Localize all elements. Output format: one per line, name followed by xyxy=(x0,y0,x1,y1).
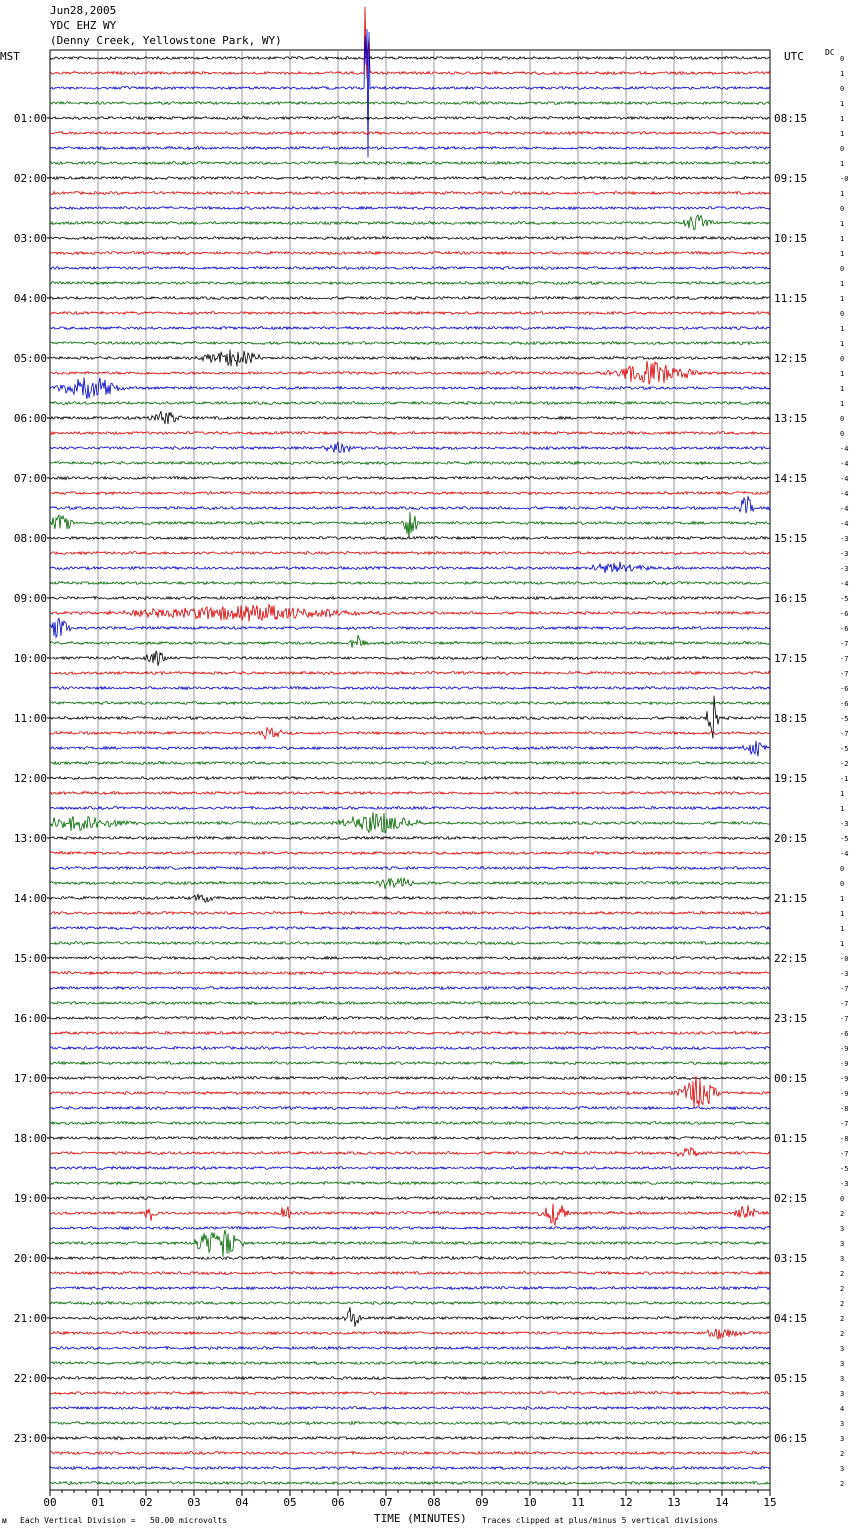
mst-hour-label-13: 14:00 xyxy=(13,892,47,905)
dc-offset-87: 3 xyxy=(840,1360,845,1368)
utc-hour-label-17: 01:15 xyxy=(774,1132,808,1145)
dc-offset-57: 1 xyxy=(840,910,845,918)
trace-38 xyxy=(50,618,770,637)
dc-offset-41: -7 xyxy=(840,670,849,678)
dc-offset-7: 1 xyxy=(840,160,845,168)
dc-offset-70: -8 xyxy=(840,1105,849,1113)
dc-offset-69: -9 xyxy=(840,1090,849,1098)
utc-hour-label-20: 04:15 xyxy=(774,1312,808,1325)
dc-offset-19: 1 xyxy=(840,340,845,348)
mst-hour-label-1: 02:00 xyxy=(13,172,47,185)
trace-6 xyxy=(50,146,770,149)
trace-51 xyxy=(50,812,770,833)
x-tick-label-15: 15 xyxy=(763,1496,777,1509)
trace-22 xyxy=(50,377,770,399)
trace-72 xyxy=(50,1136,770,1139)
dc-offset-82: 2 xyxy=(840,1285,845,1293)
trace-93 xyxy=(50,1451,770,1454)
x-axis-label: TIME (MINUTES) xyxy=(374,1512,467,1525)
trace-34 xyxy=(50,562,770,573)
dc-offset-74: -5 xyxy=(840,1165,849,1173)
x-tick-label-4: 04 xyxy=(235,1496,249,1509)
utc-hour-label-16: 00:15 xyxy=(774,1072,808,1085)
trace-27 xyxy=(50,462,770,465)
dc-offset-16: 1 xyxy=(840,295,845,303)
utc-hour-label-9: 17:15 xyxy=(774,652,808,665)
trace-8 xyxy=(50,177,770,180)
trace-94 xyxy=(50,1467,770,1470)
dc-offset-80: 3 xyxy=(840,1255,845,1263)
x-tick-label-6: 06 xyxy=(331,1496,345,1509)
dc-offset-27: -4 xyxy=(840,460,849,468)
dc-offset-12: 1 xyxy=(840,235,845,243)
plot-frame xyxy=(50,50,770,1490)
trace-7 xyxy=(50,161,770,164)
dc-offset-66: -9 xyxy=(840,1045,849,1053)
dc-offset-62: -7 xyxy=(840,985,849,993)
mst-hour-label-4: 05:00 xyxy=(13,352,47,365)
mst-hour-label-16: 17:00 xyxy=(13,1072,47,1085)
dc-offset-15: 1 xyxy=(840,280,845,288)
utc-hour-label-11: 19:15 xyxy=(774,772,808,785)
dc-offset-58: 1 xyxy=(840,925,845,933)
trace-60 xyxy=(50,957,770,960)
station-location: (Denny Creek, Yellowstone Park, WY) xyxy=(50,34,282,47)
mst-hour-label-21: 22:00 xyxy=(13,1372,47,1385)
dc-offset-28: -4 xyxy=(840,475,849,483)
dc-offset-59: 1 xyxy=(840,940,845,948)
trace-50 xyxy=(50,806,770,809)
mst-hour-label-3: 04:00 xyxy=(13,292,47,305)
dc-offset-43: -6 xyxy=(840,700,849,708)
dc-offset-13: 1 xyxy=(840,250,845,258)
trace-36 xyxy=(50,596,770,599)
trace-69 xyxy=(50,1076,770,1107)
trace-65 xyxy=(50,1032,770,1035)
trace-20 xyxy=(50,350,770,367)
dc-offset-18: 1 xyxy=(840,325,845,333)
mst-hour-label-10: 11:00 xyxy=(13,712,47,725)
mst-hour-label-20: 21:00 xyxy=(13,1312,47,1325)
dc-offset-45: -7 xyxy=(840,730,849,738)
trace-49 xyxy=(50,791,770,794)
mst-hour-label-7: 08:00 xyxy=(13,532,47,545)
trace-45 xyxy=(50,727,770,739)
trace-95 xyxy=(50,1482,770,1485)
trace-70 xyxy=(50,1107,770,1110)
trace-84 xyxy=(50,1307,770,1327)
dc-offset-34: -3 xyxy=(840,565,849,573)
dc-offset-85: 2 xyxy=(840,1330,845,1338)
utc-hour-label-7: 15:15 xyxy=(774,532,808,545)
dc-offset-54: 0 xyxy=(840,865,845,873)
trace-39 xyxy=(50,635,770,648)
trace-43 xyxy=(50,702,770,705)
x-tick-label-3: 03 xyxy=(187,1496,201,1509)
dc-offset-92: 3 xyxy=(840,1435,845,1443)
utc-hour-label-4: 12:15 xyxy=(774,352,808,365)
trace-40 xyxy=(50,651,770,666)
trace-89 xyxy=(50,1392,770,1395)
dc-offset-81: 2 xyxy=(840,1270,845,1278)
trace-13 xyxy=(50,252,770,255)
mst-hour-label-12: 13:00 xyxy=(13,832,47,845)
dc-offset-64: -7 xyxy=(840,1015,849,1023)
dc-offset-44: -5 xyxy=(840,715,849,723)
trace-3 xyxy=(50,101,770,104)
dc-offset-79: 3 xyxy=(840,1240,845,1248)
dc-offset-53: -4 xyxy=(840,850,849,858)
trace-75 xyxy=(50,1182,770,1185)
trace-1 xyxy=(50,7,770,79)
dc-offset-76: 0 xyxy=(840,1195,845,1203)
left-timezone-label: MST xyxy=(0,50,20,63)
dc-offset-29: -4 xyxy=(840,490,849,498)
dc-offset-23: 1 xyxy=(840,400,845,408)
dc-offset-11: 1 xyxy=(840,220,845,228)
utc-hour-label-2: 10:15 xyxy=(774,232,808,245)
trace-5 xyxy=(50,132,770,135)
trace-73 xyxy=(50,1148,770,1157)
trace-54 xyxy=(50,867,770,870)
trace-31 xyxy=(50,512,770,539)
trace-68 xyxy=(50,1077,770,1080)
trace-24 xyxy=(50,411,770,424)
trace-86 xyxy=(50,1346,770,1349)
dc-offset-56: 1 xyxy=(840,895,845,903)
dc-offset-91: 3 xyxy=(840,1420,845,1428)
dc-offset-68: -9 xyxy=(840,1075,849,1083)
trace-58 xyxy=(50,927,770,930)
trace-37 xyxy=(50,605,770,622)
dc-offset-88: 3 xyxy=(840,1375,845,1383)
utc-hour-label-6: 14:15 xyxy=(774,472,808,485)
trace-56 xyxy=(50,894,770,902)
trace-10 xyxy=(50,207,770,210)
dc-offset-63: -7 xyxy=(840,1000,849,1008)
vertical-division-scale: Each Vertical Division = 50.00 microvolts xyxy=(20,1516,228,1525)
right-timezone-label: UTC xyxy=(784,50,804,63)
dc-offset-37: -6 xyxy=(840,610,849,618)
dc-offset-93: 2 xyxy=(840,1450,845,1458)
trace-14 xyxy=(50,267,770,270)
dc-offset-24: 0 xyxy=(840,415,845,423)
trace-12 xyxy=(50,236,770,239)
trace-79 xyxy=(50,1230,770,1257)
trace-64 xyxy=(50,1016,770,1019)
trace-18 xyxy=(50,327,770,330)
trace-82 xyxy=(50,1287,770,1290)
mst-hour-label-22: 23:00 xyxy=(13,1432,47,1445)
trace-0 xyxy=(50,57,770,60)
x-tick-label-7: 07 xyxy=(379,1496,393,1509)
trace-52 xyxy=(50,837,770,840)
scale-icon: ᴍ xyxy=(2,1516,7,1525)
dc-offset-33: -3 xyxy=(840,550,849,558)
mst-hour-label-9: 10:00 xyxy=(13,652,47,665)
x-tick-label-1: 01 xyxy=(91,1496,105,1509)
trace-19 xyxy=(50,341,770,344)
dc-offset-46: -5 xyxy=(840,745,849,753)
trace-26 xyxy=(50,442,770,453)
utc-hour-label-12: 20:15 xyxy=(774,832,808,845)
dc-offset-55: 0 xyxy=(840,880,845,888)
dc-offset-83: 2 xyxy=(840,1300,845,1308)
dc-offset-17: 0 xyxy=(840,310,845,318)
dc-offset-25: 0 xyxy=(840,430,845,438)
trace-85 xyxy=(50,1329,770,1339)
trace-11 xyxy=(50,215,770,230)
utc-hour-label-14: 22:15 xyxy=(774,952,808,965)
dc-offset-65: -6 xyxy=(840,1030,849,1038)
dc-offset-84: 2 xyxy=(840,1315,845,1323)
dc-offset-51: -3 xyxy=(840,820,849,828)
dc-offset-71: -7 xyxy=(840,1120,849,1128)
trace-61 xyxy=(50,972,770,975)
dc-offset-8: -0 xyxy=(840,175,849,183)
clip-note: Traces clipped at plus/minus 5 vertical divisions xyxy=(482,1516,719,1525)
utc-hour-label-18: 02:15 xyxy=(774,1192,808,1205)
trace-80 xyxy=(50,1257,770,1260)
trace-21 xyxy=(50,361,770,384)
dc-offset-31: -4 xyxy=(840,520,849,528)
dc-offset-42: -6 xyxy=(840,685,849,693)
trace-91 xyxy=(50,1422,770,1425)
utc-hour-label-5: 13:15 xyxy=(774,412,808,425)
x-tick-label-5: 05 xyxy=(283,1496,297,1509)
trace-87 xyxy=(50,1362,770,1365)
dc-offset-47: -2 xyxy=(840,760,849,768)
dc-offset-4: 1 xyxy=(840,115,845,123)
dc-offset-35: -4 xyxy=(840,580,849,588)
dc-offset-3: 1 xyxy=(840,100,845,108)
dc-offset-14: 0 xyxy=(840,265,845,273)
utc-hour-label-19: 03:15 xyxy=(774,1252,808,1265)
trace-9 xyxy=(50,192,770,195)
x-tick-label-10: 10 xyxy=(523,1496,537,1509)
mst-hour-label-14: 15:00 xyxy=(13,952,47,965)
x-tick-label-11: 11 xyxy=(571,1496,585,1509)
mst-hour-label-18: 19:00 xyxy=(13,1192,47,1205)
mst-hour-label-2: 03:00 xyxy=(13,232,47,245)
dc-offset-6: 0 xyxy=(840,145,845,153)
utc-hour-label-15: 23:15 xyxy=(774,1012,808,1025)
dc-offset-94: 3 xyxy=(840,1465,845,1473)
x-tick-label-0: 00 xyxy=(43,1496,57,1509)
dc-offset-5: 1 xyxy=(840,130,845,138)
x-tick-label-12: 12 xyxy=(619,1496,633,1509)
trace-2 xyxy=(50,29,770,157)
trace-25 xyxy=(50,432,770,435)
dc-offset-2: 0 xyxy=(840,85,845,93)
dc-offset-49: 1 xyxy=(840,790,845,798)
mst-hour-label-15: 16:00 xyxy=(13,1012,47,1025)
dc-offset-73: -7 xyxy=(840,1150,849,1158)
trace-66 xyxy=(50,1047,770,1050)
trace-71 xyxy=(50,1122,770,1125)
mst-hour-label-8: 09:00 xyxy=(13,592,47,605)
dc-offset-75: -3 xyxy=(840,1180,849,1188)
mst-hour-label-6: 07:00 xyxy=(13,472,47,485)
dc-offset-52: -5 xyxy=(840,835,849,843)
utc-hour-label-22: 06:15 xyxy=(774,1432,808,1445)
dc-offset-9: 1 xyxy=(840,190,845,198)
trace-4 xyxy=(50,117,770,120)
dc-offset-0: 0 xyxy=(840,55,845,63)
trace-62 xyxy=(50,987,770,990)
trace-29 xyxy=(50,491,770,494)
trace-30 xyxy=(50,496,770,513)
plot-date: Jun28,2005 xyxy=(50,4,117,17)
trace-90 xyxy=(50,1407,770,1410)
trace-17 xyxy=(50,311,770,314)
dc-offset-38: -6 xyxy=(840,625,849,633)
utc-hour-label-13: 21:15 xyxy=(774,892,808,905)
trace-78 xyxy=(50,1227,770,1230)
dc-offset-26: -4 xyxy=(840,445,849,453)
trace-55 xyxy=(50,878,770,888)
dc-offset-67: -9 xyxy=(840,1060,849,1068)
trace-41 xyxy=(50,672,770,675)
x-tick-label-2: 02 xyxy=(139,1496,153,1509)
dc-offset-48: -1 xyxy=(840,775,849,783)
dc-offset-40: -7 xyxy=(840,655,849,663)
dc-offset-21: 1 xyxy=(840,370,845,378)
utc-hour-label-1: 09:15 xyxy=(774,172,808,185)
utc-hour-label-21: 05:15 xyxy=(774,1372,808,1385)
utc-hour-label-10: 18:15 xyxy=(774,712,808,725)
dc-offset-10: 0 xyxy=(840,205,845,213)
dc-offset-72: -8 xyxy=(840,1135,849,1143)
dc-offset-77: 2 xyxy=(840,1210,845,1218)
x-tick-label-13: 13 xyxy=(667,1496,681,1509)
trace-15 xyxy=(50,281,770,284)
trace-88 xyxy=(50,1377,770,1380)
trace-92 xyxy=(50,1436,770,1439)
dc-offset-60: -0 xyxy=(840,955,849,963)
trace-59 xyxy=(50,942,770,945)
dc-offset-20: 0 xyxy=(840,355,845,363)
trace-77 xyxy=(50,1204,770,1225)
trace-57 xyxy=(50,911,770,914)
dc-offset-50: 1 xyxy=(840,805,845,813)
mst-hour-label-5: 06:00 xyxy=(13,412,47,425)
dc-offset-78: 3 xyxy=(840,1225,845,1233)
trace-16 xyxy=(50,297,770,300)
trace-74 xyxy=(50,1166,770,1169)
x-tick-label-8: 08 xyxy=(427,1496,441,1509)
dc-offset-90: 4 xyxy=(840,1405,845,1413)
trace-48 xyxy=(50,777,770,780)
trace-76 xyxy=(50,1196,770,1199)
dc-offset-95: 2 xyxy=(840,1480,845,1488)
trace-46 xyxy=(50,741,770,757)
dc-offset-22: 1 xyxy=(840,385,845,393)
trace-23 xyxy=(50,402,770,405)
dc-label: DC xyxy=(825,48,835,57)
x-tick-label-9: 09 xyxy=(475,1496,489,1509)
trace-83 xyxy=(50,1302,770,1305)
trace-67 xyxy=(50,1062,770,1065)
dc-offset-32: -3 xyxy=(840,535,849,543)
mst-hour-label-11: 12:00 xyxy=(13,772,47,785)
trace-42 xyxy=(50,687,770,690)
trace-28 xyxy=(50,477,770,480)
station-code: YDC EHZ WY xyxy=(50,19,117,32)
mst-hour-label-17: 18:00 xyxy=(13,1132,47,1145)
utc-hour-label-3: 11:15 xyxy=(774,292,808,305)
trace-47 xyxy=(50,762,770,765)
trace-35 xyxy=(50,581,770,584)
trace-53 xyxy=(50,851,770,854)
mst-hour-label-0: 01:00 xyxy=(13,112,47,125)
x-tick-label-14: 14 xyxy=(715,1496,729,1509)
dc-offset-30: -4 xyxy=(840,505,849,513)
dc-offset-61: -3 xyxy=(840,970,849,978)
utc-hour-label-0: 08:15 xyxy=(774,112,808,125)
trace-63 xyxy=(50,1001,770,1004)
trace-32 xyxy=(50,537,770,540)
dc-offset-86: 3 xyxy=(840,1345,845,1353)
utc-hour-label-8: 16:15 xyxy=(774,592,808,605)
dc-offset-89: 3 xyxy=(840,1390,845,1398)
mst-hour-label-19: 20:00 xyxy=(13,1252,47,1265)
trace-81 xyxy=(50,1272,770,1275)
trace-33 xyxy=(50,552,770,555)
dc-offset-36: -5 xyxy=(840,595,849,603)
dc-offset-1: 1 xyxy=(840,70,845,78)
dc-offset-39: -7 xyxy=(840,640,849,648)
